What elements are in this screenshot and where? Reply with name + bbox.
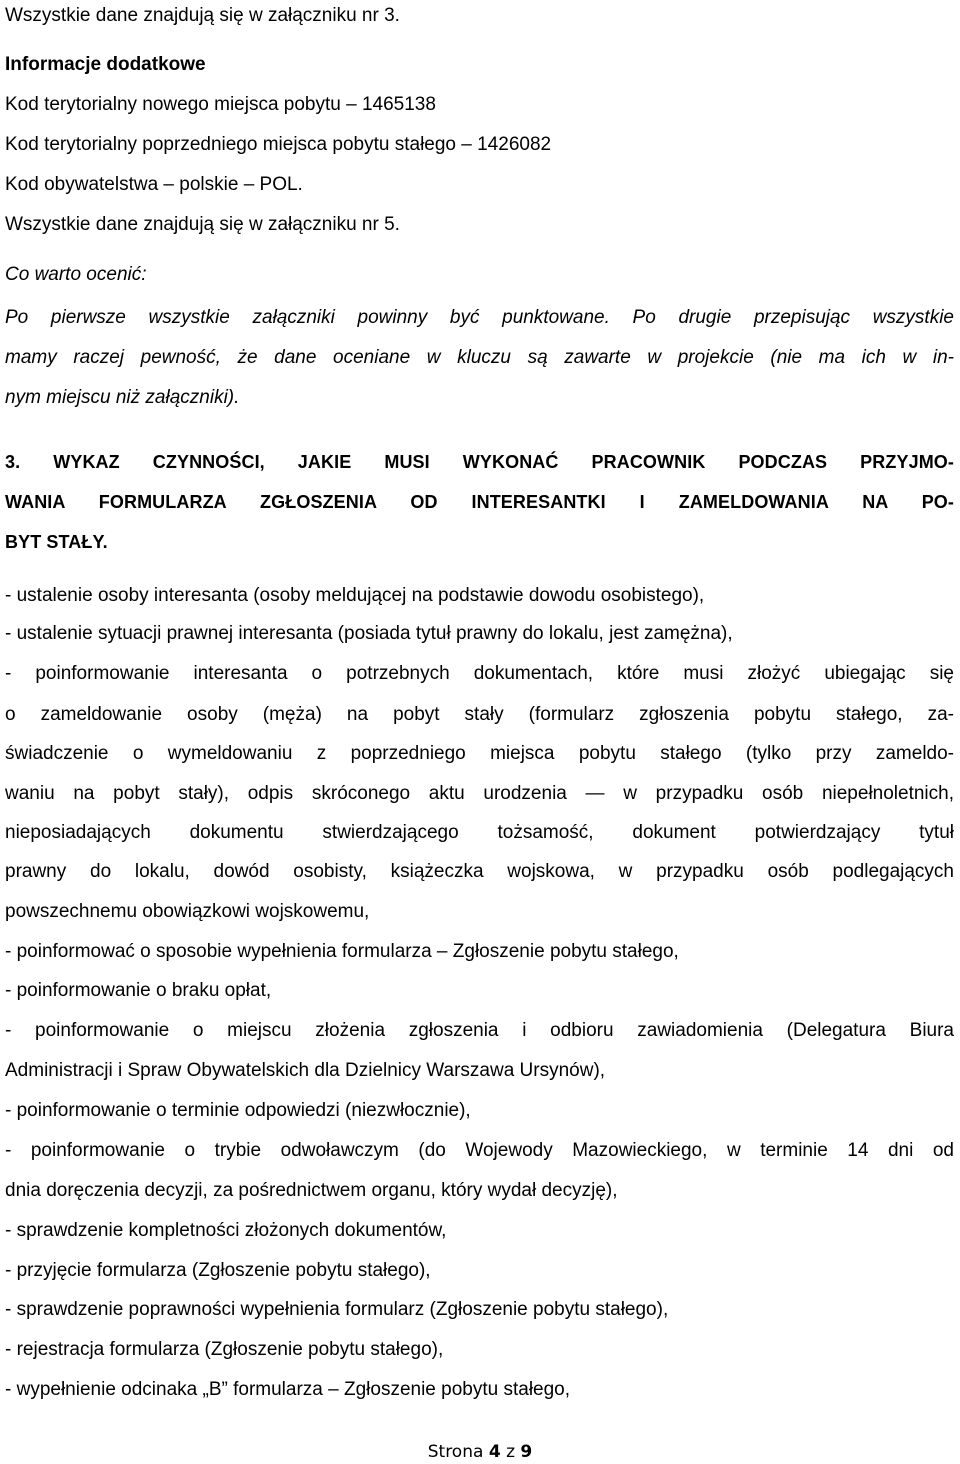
paragraph-line: Kod terytorialny nowego miejsca pobytu – 1465138 (5, 94, 436, 115)
list-line: - wypełnienie odcinaka „B” formularza – Zgłoszenie pobytu stałego, (5, 1379, 571, 1400)
list-line: Administracji i Spraw Obywatelskich dla Dzielnicy Warszawa Ursynów), (5, 1060, 606, 1081)
section-heading-line: 3. WYKAZ CZYNNOŚCI, JAKIE MUSI WYKONAĆ PRACOWNIK PODCZAS PRZYJMO- (5, 452, 954, 472)
page-footer (0, 1440, 960, 1464)
page-separator: z (506, 1442, 515, 1462)
list-line: - ustalenie osoby interesanta (osoby meldującej na podstawie dowodu osobistego), (5, 585, 705, 606)
list-line: prawny do lokalu, dowód osobisty, książeczka wojskowa, w przypadku osób podlegających (5, 861, 954, 882)
list-line: powszechnemu obowiązkowi wojskowemu, (5, 901, 370, 922)
evaluation-title: Co warto ocenić: (5, 264, 147, 285)
list-line: waniu na pobyt stały), odpis skróconego aktu urodzenia — w przypadku osób niepełnoletnich, (5, 783, 954, 804)
paragraph-line: Kod terytorialny poprzedniego miejsca pobytu stałego – 1426082 (5, 134, 552, 155)
list-line: - poinformowanie o braku opłat, (5, 980, 272, 1001)
list-line: dnia doręczenia decyzji, za pośrednictwem organu, który wydał decyzję), (5, 1180, 618, 1201)
section-heading-line: WANIA FORMULARZA ZGŁOSZENIA OD INTERESANTKI I ZAMELDOWANIA NA PO- (5, 492, 954, 512)
list-line: - poinformowanie o miejscu złożenia zgłoszenia i odbioru zawiadomienia (Delegatura Biura (5, 1020, 954, 1041)
paragraph-line: Wszystkie dane znajdują się w załączniku nr 3. (5, 5, 400, 26)
list-line: - przyjęcie formularza (Zgłoszenie pobytu stałego), (5, 1260, 431, 1281)
list-line: - poinformowanie o trybie odwoławczym (do Wojewody Mazowieckiego, w terminie 14 dni od (5, 1140, 954, 1161)
page-total: 9 (520, 1442, 533, 1462)
list-line: - ustalenie sytuacji prawnej interesanta (posiada tytuł prawny do lokalu, jest zamężna), (5, 623, 733, 644)
section-heading-line: BYT STAŁY. (5, 532, 108, 552)
list-line: nieposiadających dokumentu stwierdzającego tożsamość, dokument potwierdzający tytuł (5, 822, 954, 843)
list-line: świadczenie o wymeldowaniu z poprzedniego miejsca pobytu stałego (tylko przy zameldo- (5, 743, 954, 764)
page-label: Strona (427, 1442, 484, 1462)
list-line: - poinformowanie interesanta o potrzebnych dokumentach, które musi złożyć ubiegając się (5, 663, 954, 684)
section-title-info: Informacje dodatkowe (5, 54, 206, 75)
paragraph-line: Wszystkie dane znajdują się w załączniku nr 5. (5, 214, 400, 235)
list-line: - sprawdzenie kompletności złożonych dokumentów, (5, 1220, 447, 1241)
list-line: - sprawdzenie poprawności wypełnienia formularz (Zgłoszenie pobytu stałego), (5, 1299, 669, 1320)
evaluation-line: Po pierwsze wszystkie załączniki powinny być punktowane. Po drugie przepisując wszystkie (5, 307, 954, 328)
list-line: o zameldowanie osoby (męża) na pobyt stały (formularz zgłoszenia pobytu stałego, za- (5, 704, 954, 725)
list-line: - rejestracja formularza (Zgłoszenie pobytu stałego), (5, 1339, 444, 1360)
evaluation-line: nym miejscu niż załączniki). (5, 387, 240, 408)
page-number: 4 (488, 1442, 501, 1462)
list-line: - poinformować o sposobie wypełnienia formularza – Zgłoszenie pobytu stałego, (5, 941, 679, 962)
evaluation-line: mamy raczej pewność, że dane oceniane w kluczu są zawarte w projekcie (nie ma ich w in- (5, 347, 954, 368)
list-line: - poinformowanie o terminie odpowiedzi (niezwłocznie), (5, 1100, 471, 1121)
paragraph-line: Kod obywatelstwa – polskie – POL. (5, 174, 303, 195)
